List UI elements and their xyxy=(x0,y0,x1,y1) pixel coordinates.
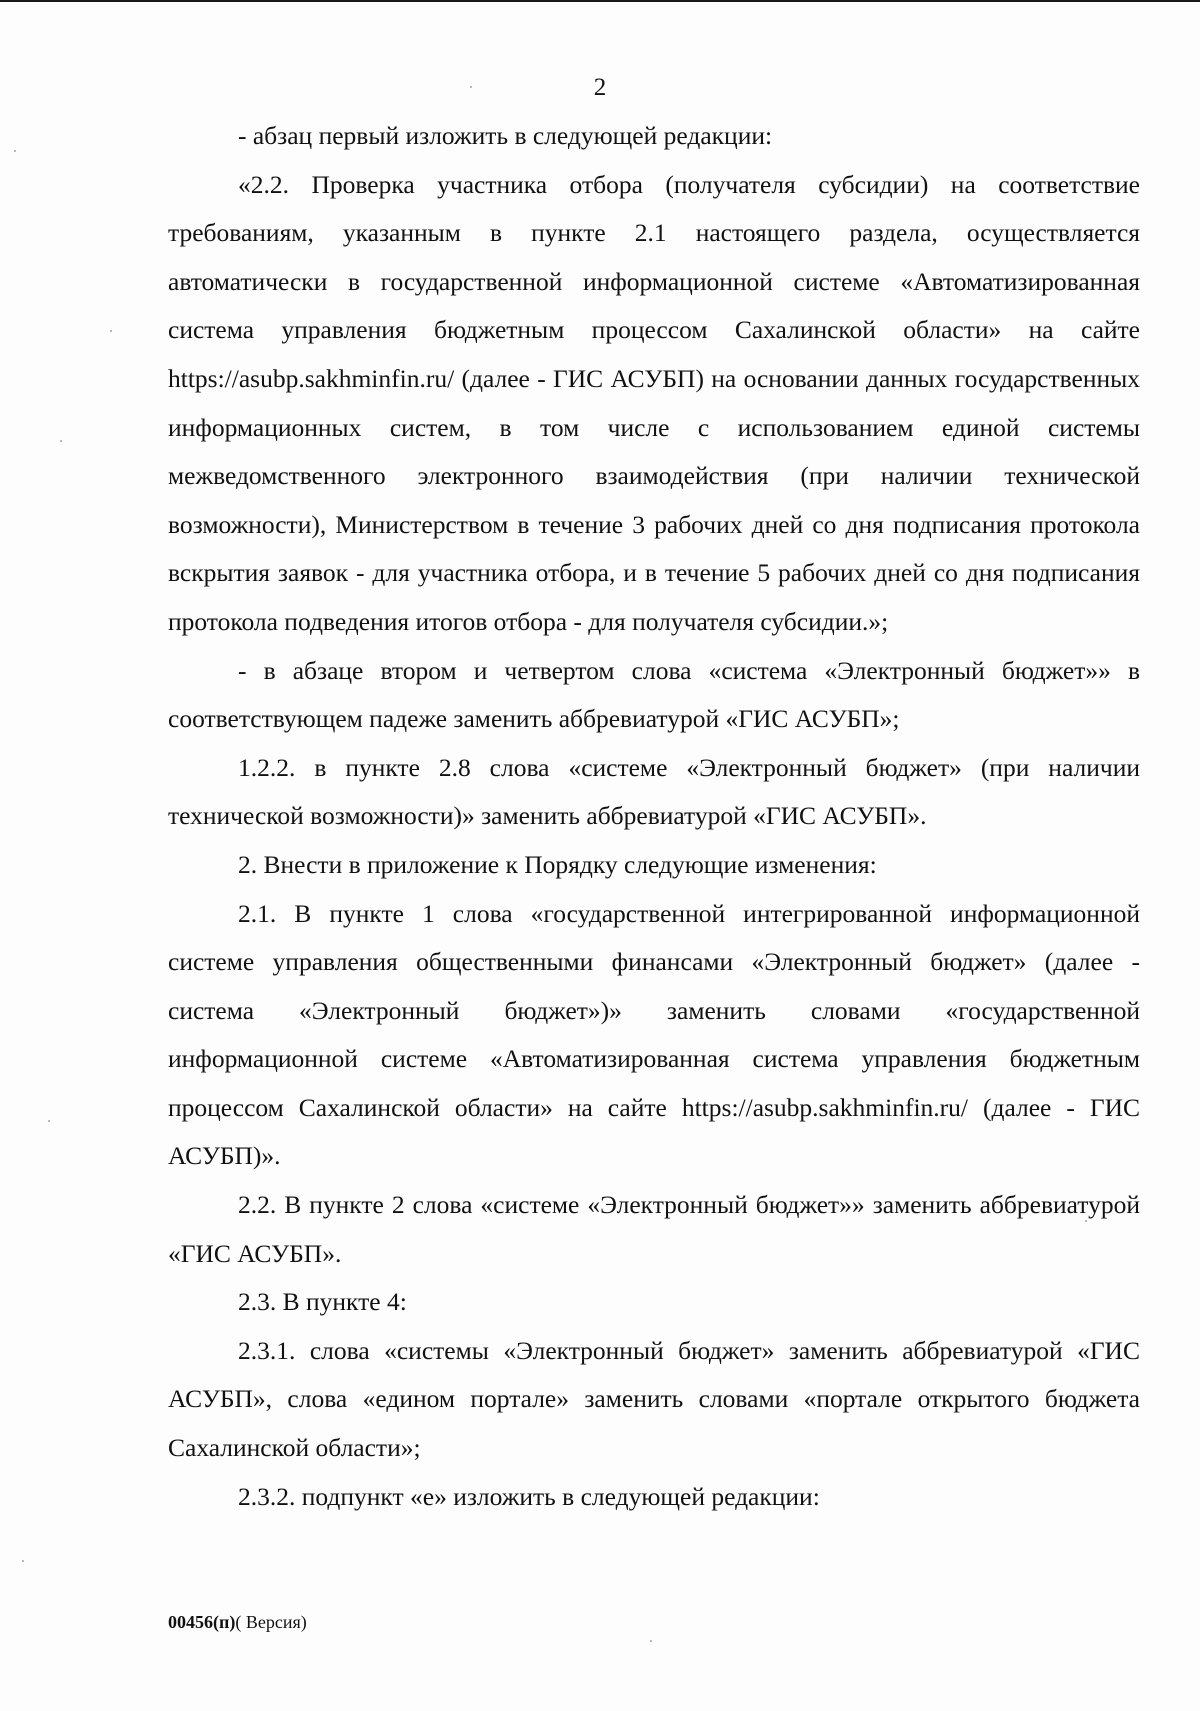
paragraph-2-3-1: 2.3.1. слова «системы «Электронный бюджет» заменить аббревиатурой «ГИС АСУБП», слова «едином портале» заменить словами «портале открытого бюджета Сахалинской области»; xyxy=(168,1335,1140,1463)
scan-speck xyxy=(1085,1220,1087,1222)
scan-speck xyxy=(48,1120,50,1122)
footer-document-code: 00456(п) xyxy=(168,1612,236,1632)
paragraph-2-appendix-changes: 2. Внести в приложение к Порядку следующие изменения: xyxy=(238,849,877,879)
document-footer xyxy=(168,1610,307,1634)
scan-speck xyxy=(60,440,62,442)
scan-speck xyxy=(22,1560,24,1562)
footer-version: ( Версия) xyxy=(235,1612,307,1632)
paragraph-2-3-2: 2.3.2. подпункт «е» изложить в следующей редакции: xyxy=(238,1481,820,1511)
page-top-edge xyxy=(0,0,1200,2)
paragraph-clause-2-2-text: «2.2. Проверка участника отбора (получателя субсидии) на соответствие требованиям, указанным в пункте 2.1 настоящего раздела, осуществляется автоматически в государственной информационной системе «Автоматизированная система управления бюджетным процессом Сахалинской области» на сайте https://asubp.sakhminfin.ru/ (далее - ГИС АСУБП) на основании данных государственных информационных систем, в том числе с использованием единой системы межведомственного электронного взаимодействия (при наличии технической возможности), Министерством в течение 3 рабочих дней со дня подписания протокола вскрытия заявок - для участника отбора, и в течение 5 рабочих дней со дня подписания протокола подведения итогов отбора - для получателя субсидии.»; xyxy=(168,169,1140,636)
paragraph-1-2-2: 1.2.2. в пункте 2.8 слова «системе «Электронный бюджет» (при наличии технической возможности)» заменить аббревиатурой «ГИС АСУБП». xyxy=(168,752,1140,831)
paragraph-edit-first-clause: - абзац первый изложить в следующей редакции: xyxy=(238,121,773,150)
scan-speck xyxy=(650,1640,652,1642)
page-number: 2 xyxy=(593,74,607,101)
paragraph-second-fourth-clause: - в абзаце втором и четвертом слова «система «Электронный бюджет»» в соответствующем падеже заменить аббревиатурой «ГИС АСУБП»; xyxy=(168,655,1140,734)
scan-speck xyxy=(14,150,16,152)
paragraph-2-3: 2.3. В пункте 4: xyxy=(238,1287,407,1317)
paragraph-2-2: 2.2. В пункте 2 слова «системе «Электронный бюджет»» заменить аббревиатурой «ГИС АСУБП». xyxy=(168,1190,1140,1268)
scan-speck xyxy=(110,330,112,332)
scan-speck xyxy=(470,86,472,88)
document-body xyxy=(168,112,1140,1521)
paragraph-2-1: 2.1. В пункте 1 слова «государственной интегрированной информационной системе управления общественными финансами «Электронный бюджет» (далее - система «Электронный бюджет»)» заменить словами «государственной информационной системе «Автоматизированная система управления бюджетным процессом Сахалинской области» на сайте https://asubp.sakhminfin.ru/ (далее - ГИС АСУБП)». xyxy=(168,898,1140,1171)
